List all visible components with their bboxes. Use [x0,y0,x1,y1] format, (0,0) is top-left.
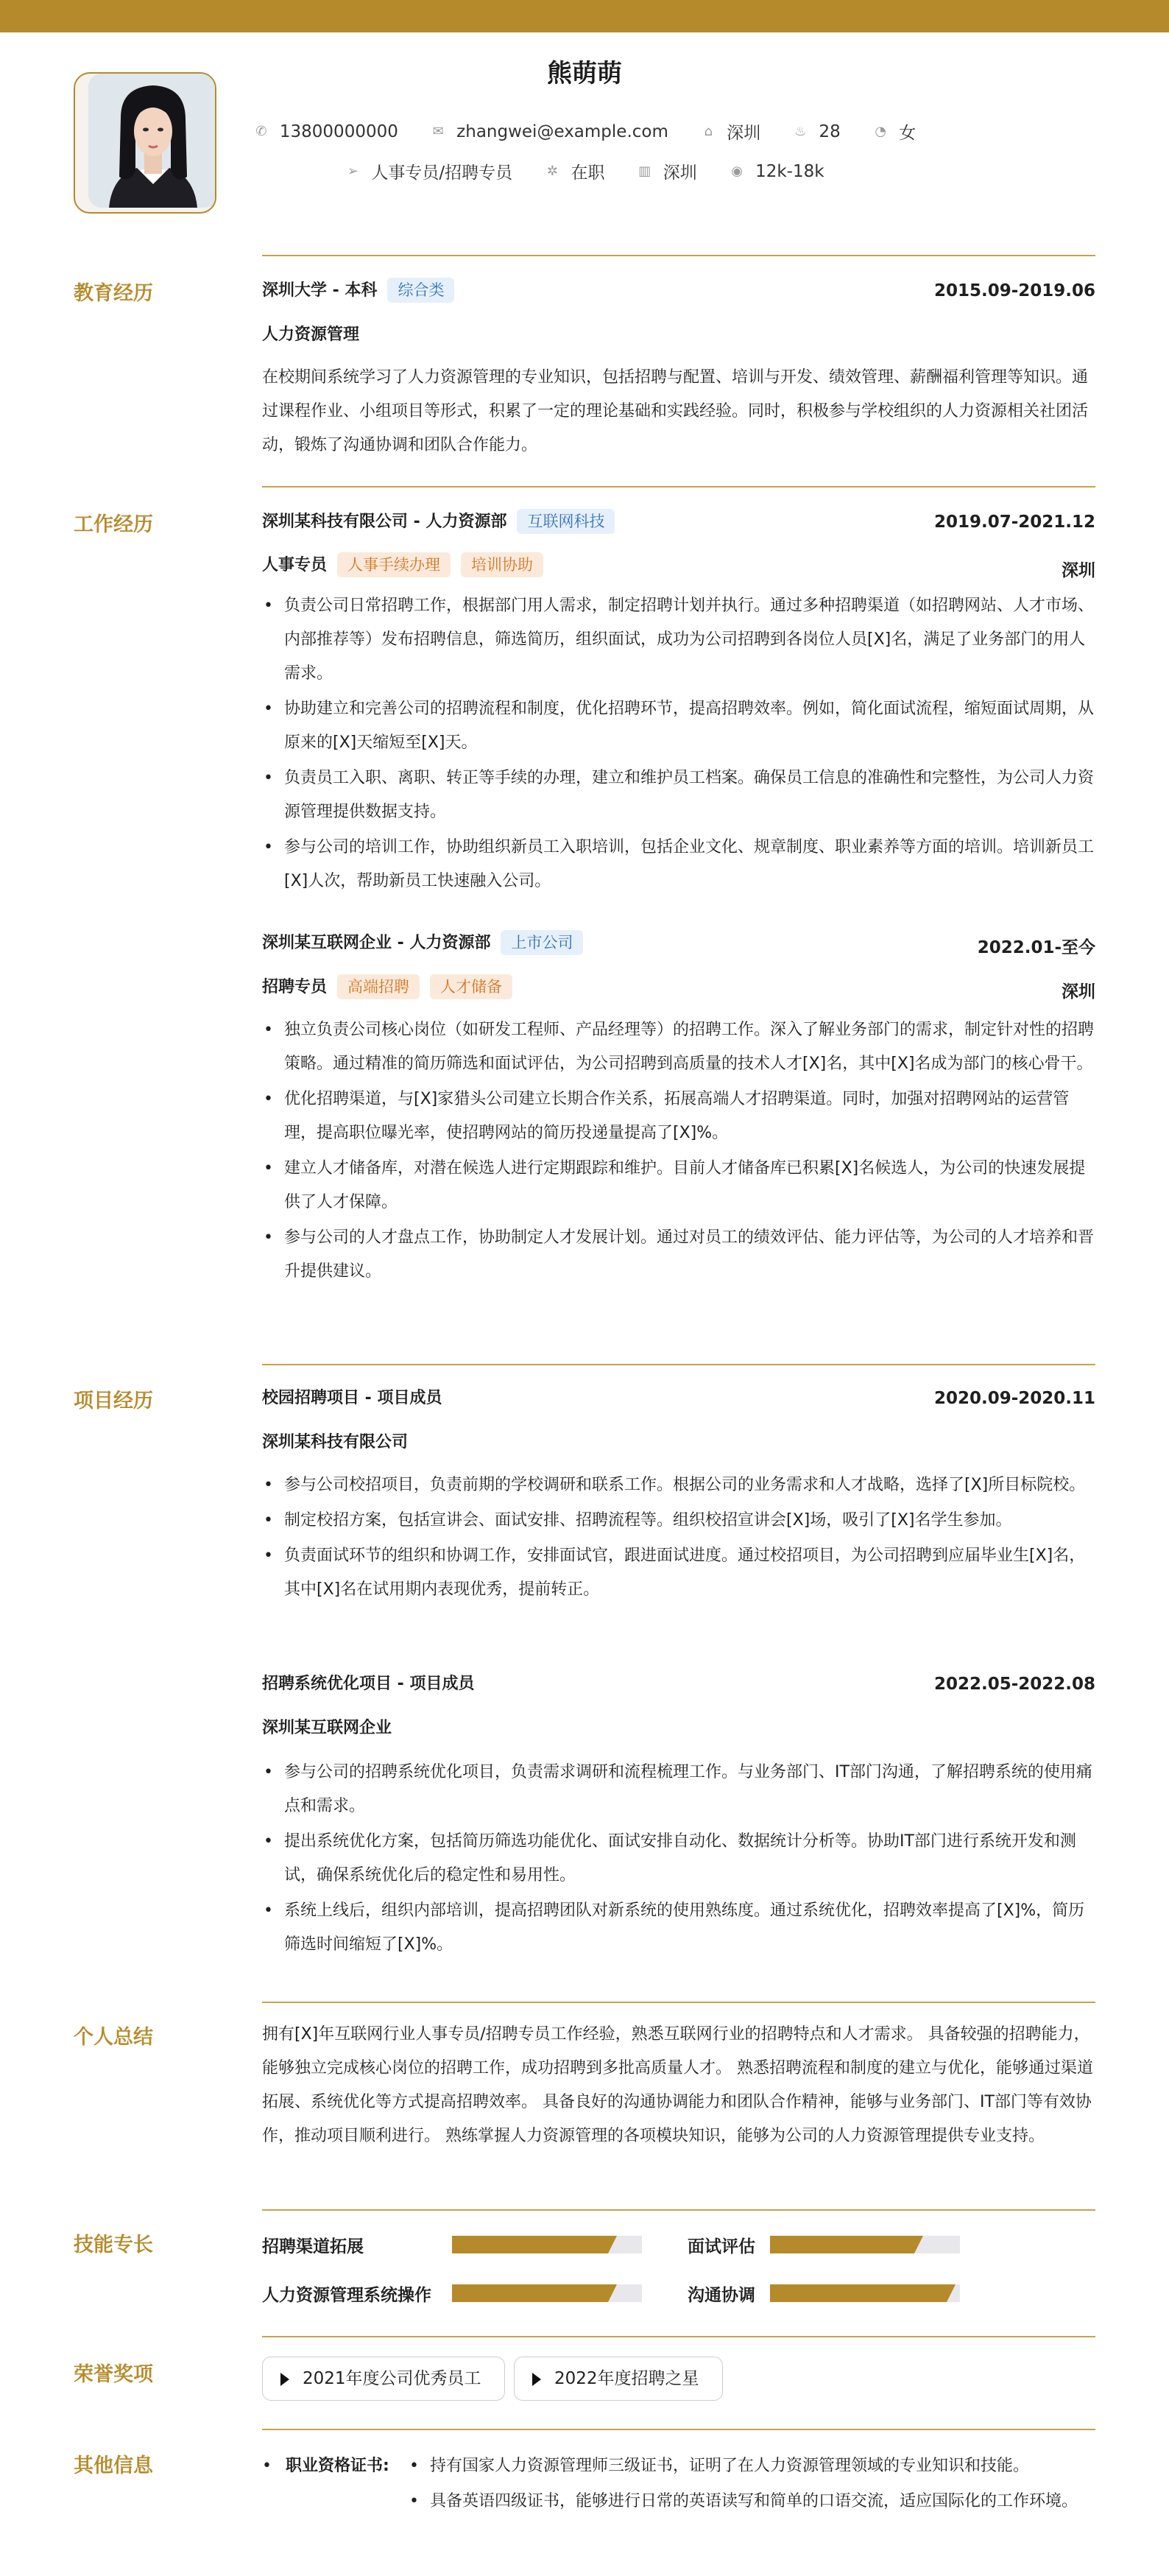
project-date-2: 2022.05-2022.08 [933,1675,1095,1694]
work-bullets-2 [262,1013,1095,1290]
list-item: • 参与公司的培训工作，协助组织新员工入职培训，包括企业文化、规章制度、职业素养等方面的培训。培训新员工[X]人次，帮助新员工快速融入公司。 [262,831,1095,898]
list-item: • 参与公司的招聘系统优化项目，负责需求调研和流程梳理工作。与业务部门、IT部门沟通，了解招聘系统的使用痛点和需求。 [262,1756,1095,1823]
honor-text: 2021年度公司优秀员工 [303,2369,481,2388]
skill-label: 面试评估 [688,2237,755,2256]
section-title-skills: 技能专长 [74,2234,153,2256]
divider [262,2336,1095,2337]
role-tag: 人才储备 [430,974,512,999]
school-name: 深圳大学 - 本科 [262,281,378,300]
divider [262,1364,1095,1365]
phone-text: 13800000000 [279,122,398,141]
work-city-text: 深圳 [663,163,697,183]
work-bullets-1 [262,589,1095,900]
certificate-list [408,2449,1097,2520]
role-tag: 培训协助 [461,552,543,577]
skill-label: 招聘渠道拓展 [262,2237,364,2256]
salary-item [729,162,824,181]
role-tag: 人事手续办理 [337,552,451,577]
cake-icon: ♨ [794,123,807,139]
home-icon: ⌂ [704,123,713,139]
work-role-2 [262,971,512,1004]
work-date-2: 2022.01-至今 [977,938,1095,957]
education-date: 2015.09-2019.06 [933,281,1095,300]
role-name: 招聘专员 [262,978,328,996]
project-date-1: 2020.09-2020.11 [933,1389,1095,1408]
job-intent-row [0,159,1169,183]
skill-bar-fill [452,2284,608,2302]
top-accent-bar [0,0,1169,32]
skill-bar-fill [770,2284,947,2302]
divider [262,2209,1095,2211]
list-item: • 持有国家人力资源管理师三级证书，证明了在人力资源管理领域的专业知识和技能。 [408,2449,1097,2483]
section-title-honors: 荣誉奖项 [74,2363,153,2386]
summary-text: 拥有[X]年互联网行业人事专员/招聘专员工作经验，熟悉互联网行业的招聘特点和人才需求。 具备较强的招聘能力，能够独立完成核心岗位的招聘工作，成功招聘到多批高质量人才。 熟悉招聘流程和制度的建立与优化，能够通过渠道拓展、系统优化等方式提高招聘效率。 具备良好的沟通协调能力和团队合作精神，能够与业务部门、IT部门等有效协作，推动项目顺利进行。 熟练掌握人力资源管理的各项模块知识，能够为公司的人力资源管理提供专业支持。 [262,2025,1093,2145]
school-tag: 综合类 [387,278,454,303]
role-tag: 高端招聘 [337,974,420,999]
skill-label: 沟通协调 [688,2286,755,2305]
list-item: • 优化招聘渠道，与[X]家猎头公司建立长期合作关系，拓展高端人才招聘渠道。同时，加强对招聘网站的运营管理，提高职位曝光率，使招聘网站的简历投递量提高了[X]%。 [262,1083,1095,1150]
education-major: 人力资源管理 [262,325,360,344]
age-item [793,122,841,141]
work-company-1 [262,505,615,539]
project-title-1: 校园招聘项目 - 项目成员 [262,1389,442,1407]
list-item: • 制定校招方案，包括宣讲会、面试安排、招聘流程等。组织校招宣讲会[X]场，吸引了[X]名学生参加。 [262,1504,1095,1538]
send-icon: ➢ [347,163,359,179]
work-city-1: 深圳 [1062,561,1095,580]
divider [262,2002,1095,2003]
salary-text: 12k-18k [755,161,824,181]
list-item: • 具备英语四级证书，能够进行日常的英语读写和简单的口语交流，适应国际化的工作环境。 [408,2485,1097,2519]
section-title-summary: 个人总结 [74,2026,153,2049]
list-item: • 协助建立和完善公司的招聘流程和制度，优化招聘环节，提高招聘效率。例如，简化面试流程，缩短面试周期，从原来的[X]天缩短至[X]天。 [262,692,1095,760]
list-item: • 参与公司的人才盘点工作，协助制定人才发展计划。通过对员工的绩效评估、能力评估等，为公司的人才培养和晋升提供建议。 [262,1221,1095,1289]
section-title-work: 工作经历 [74,513,153,536]
company-tag: 互联网科技 [517,509,615,534]
honor-badge [514,2357,723,2401]
company-name: 深圳某互联网企业 - 人力资源部 [262,934,491,952]
divider [262,2429,1095,2430]
candidate-name: 熊萌萌 [547,59,622,88]
building-icon: ▥ [638,163,651,179]
company-tag: 上市公司 [501,930,583,955]
email-item [430,122,668,141]
list-item: • 参与公司校招项目，负责前期的学校调研和联系工作。根据公司的业务需求和人才战略，选择了[X]所目标院校。 [262,1468,1095,1502]
work-date-1: 2019.07-2021.12 [933,513,1095,532]
gender-icon: ◔ [875,123,886,139]
age-text: 28 [819,122,841,141]
city-item [700,119,760,144]
play-icon [532,2373,541,2386]
project-org-1: 深圳某科技有限公司 [262,1433,409,1451]
position-item [345,159,512,183]
divider [262,486,1095,488]
role-name: 人事专员 [262,556,328,574]
skill-bar [452,2236,642,2253]
divider [262,255,1095,256]
list-item: • 负责面试环节的组织和协调工作，安排面试官，跟进面试进度。通过校招项目，为公司招聘到应届毕业生[X]名，其中[X]名在试用期内表现优秀，提前转正。 [262,1539,1095,1607]
education-school [262,274,454,308]
salary-icon: ◉ [731,163,743,179]
status-icon: ✲ [546,163,559,179]
city-text: 深圳 [727,124,761,143]
honor-badge [262,2357,505,2401]
status-item [544,159,604,183]
section-title-education: 教育经历 [74,282,153,305]
other-bullet-dot: • [262,2457,272,2475]
company-name: 深圳某科技有限公司 - 人力资源部 [262,513,507,531]
work-city-item [637,159,697,183]
section-title-other: 其他信息 [74,2454,153,2477]
mail-icon: ✉ [432,123,444,139]
skill-label: 人力资源管理系统操作 [262,2286,431,2305]
gender-item [872,119,916,144]
list-item: • 提出系统优化方案，包括简历筛选功能优化、面试安排自动化、数据统计分析等。协助IT部门进行系统开发和测试，确保系统优化后的稳定性和易用性。 [262,1825,1095,1893]
list-item: • 系统上线后，组织内部培训，提高招聘团队对新系统的使用熟练度。通过系统优化，招聘效率提高了[X]%，简历筛选时间缩短了[X]%。 [262,1894,1095,1962]
project-bullets-2 [262,1756,1095,1963]
project-title-2: 招聘系统优化项目 - 项目成员 [262,1675,475,1693]
skill-bar-fill [452,2236,608,2253]
status-text: 在职 [571,163,605,183]
project-org-2: 深圳某互联网企业 [262,1719,392,1737]
skill-bar [452,2284,642,2302]
certificate-label: 职业资格证书: [286,2457,389,2475]
phone-icon: ✆ [255,123,267,139]
skill-bar [770,2236,960,2253]
education-description: 在校期间系统学习了人力资源管理的专业知识，包括招聘与配置、培训与开发、绩效管理、薪酬福利管理等知识。通过课程作业、小组项目等形式，积累了一定的理论基础和实践经验。同时，积极参与学校组织的人力资源相关社团活动，锻炼了沟通协调和团队合作能力。 [262,368,1089,454]
project-bullets-1 [262,1468,1095,1608]
skill-bar [770,2284,960,2302]
list-item: • 独立负责公司核心岗位（如研发工程师、产品经理等）的招聘工作。深入了解业务部门的需求，制定针对性的招聘策略。通过精准的简历筛选和面试评估，为公司招聘到高质量的技术人才[X]名，其中[X]名成为部门的核心骨干。 [262,1013,1095,1081]
phone-item [253,122,398,141]
work-role-1 [262,549,543,583]
list-item: • 负责公司日常招聘工作，根据部门用人需求，制定招聘计划并执行。通过多种招聘渠道（如招聘网站、人才市场、内部推荐等）发布招聘信息，筛选简历，组织面试，成功为公司招聘到各岗位人员[X]名，满足了业务部门的用人需求。 [262,589,1095,691]
position-text: 人事专员/招聘专员 [371,163,513,183]
gender-text: 女 [899,124,917,143]
honor-text: 2022年度招聘之星 [554,2369,699,2388]
work-company-2 [262,926,583,960]
list-item: • 负责员工入职、离职、转正等手续的办理，建立和维护员工档案。确保员工信息的准确性和完整性，为公司人力资源管理提供数据支持。 [262,761,1095,829]
play-icon [280,2373,289,2386]
contact-row [0,119,1169,144]
list-item: • 建立人才储备库，对潜在候选人进行定期跟踪和维护。目前人才储备库已积累[X]名候选人，为公司的快速发展提供了人才保障。 [262,1152,1095,1220]
email-text: zhangwei@example.com [456,122,668,141]
section-title-projects: 项目经历 [74,1390,153,1412]
work-city-2: 深圳 [1062,982,1095,1002]
skill-bar-fill [770,2236,914,2253]
